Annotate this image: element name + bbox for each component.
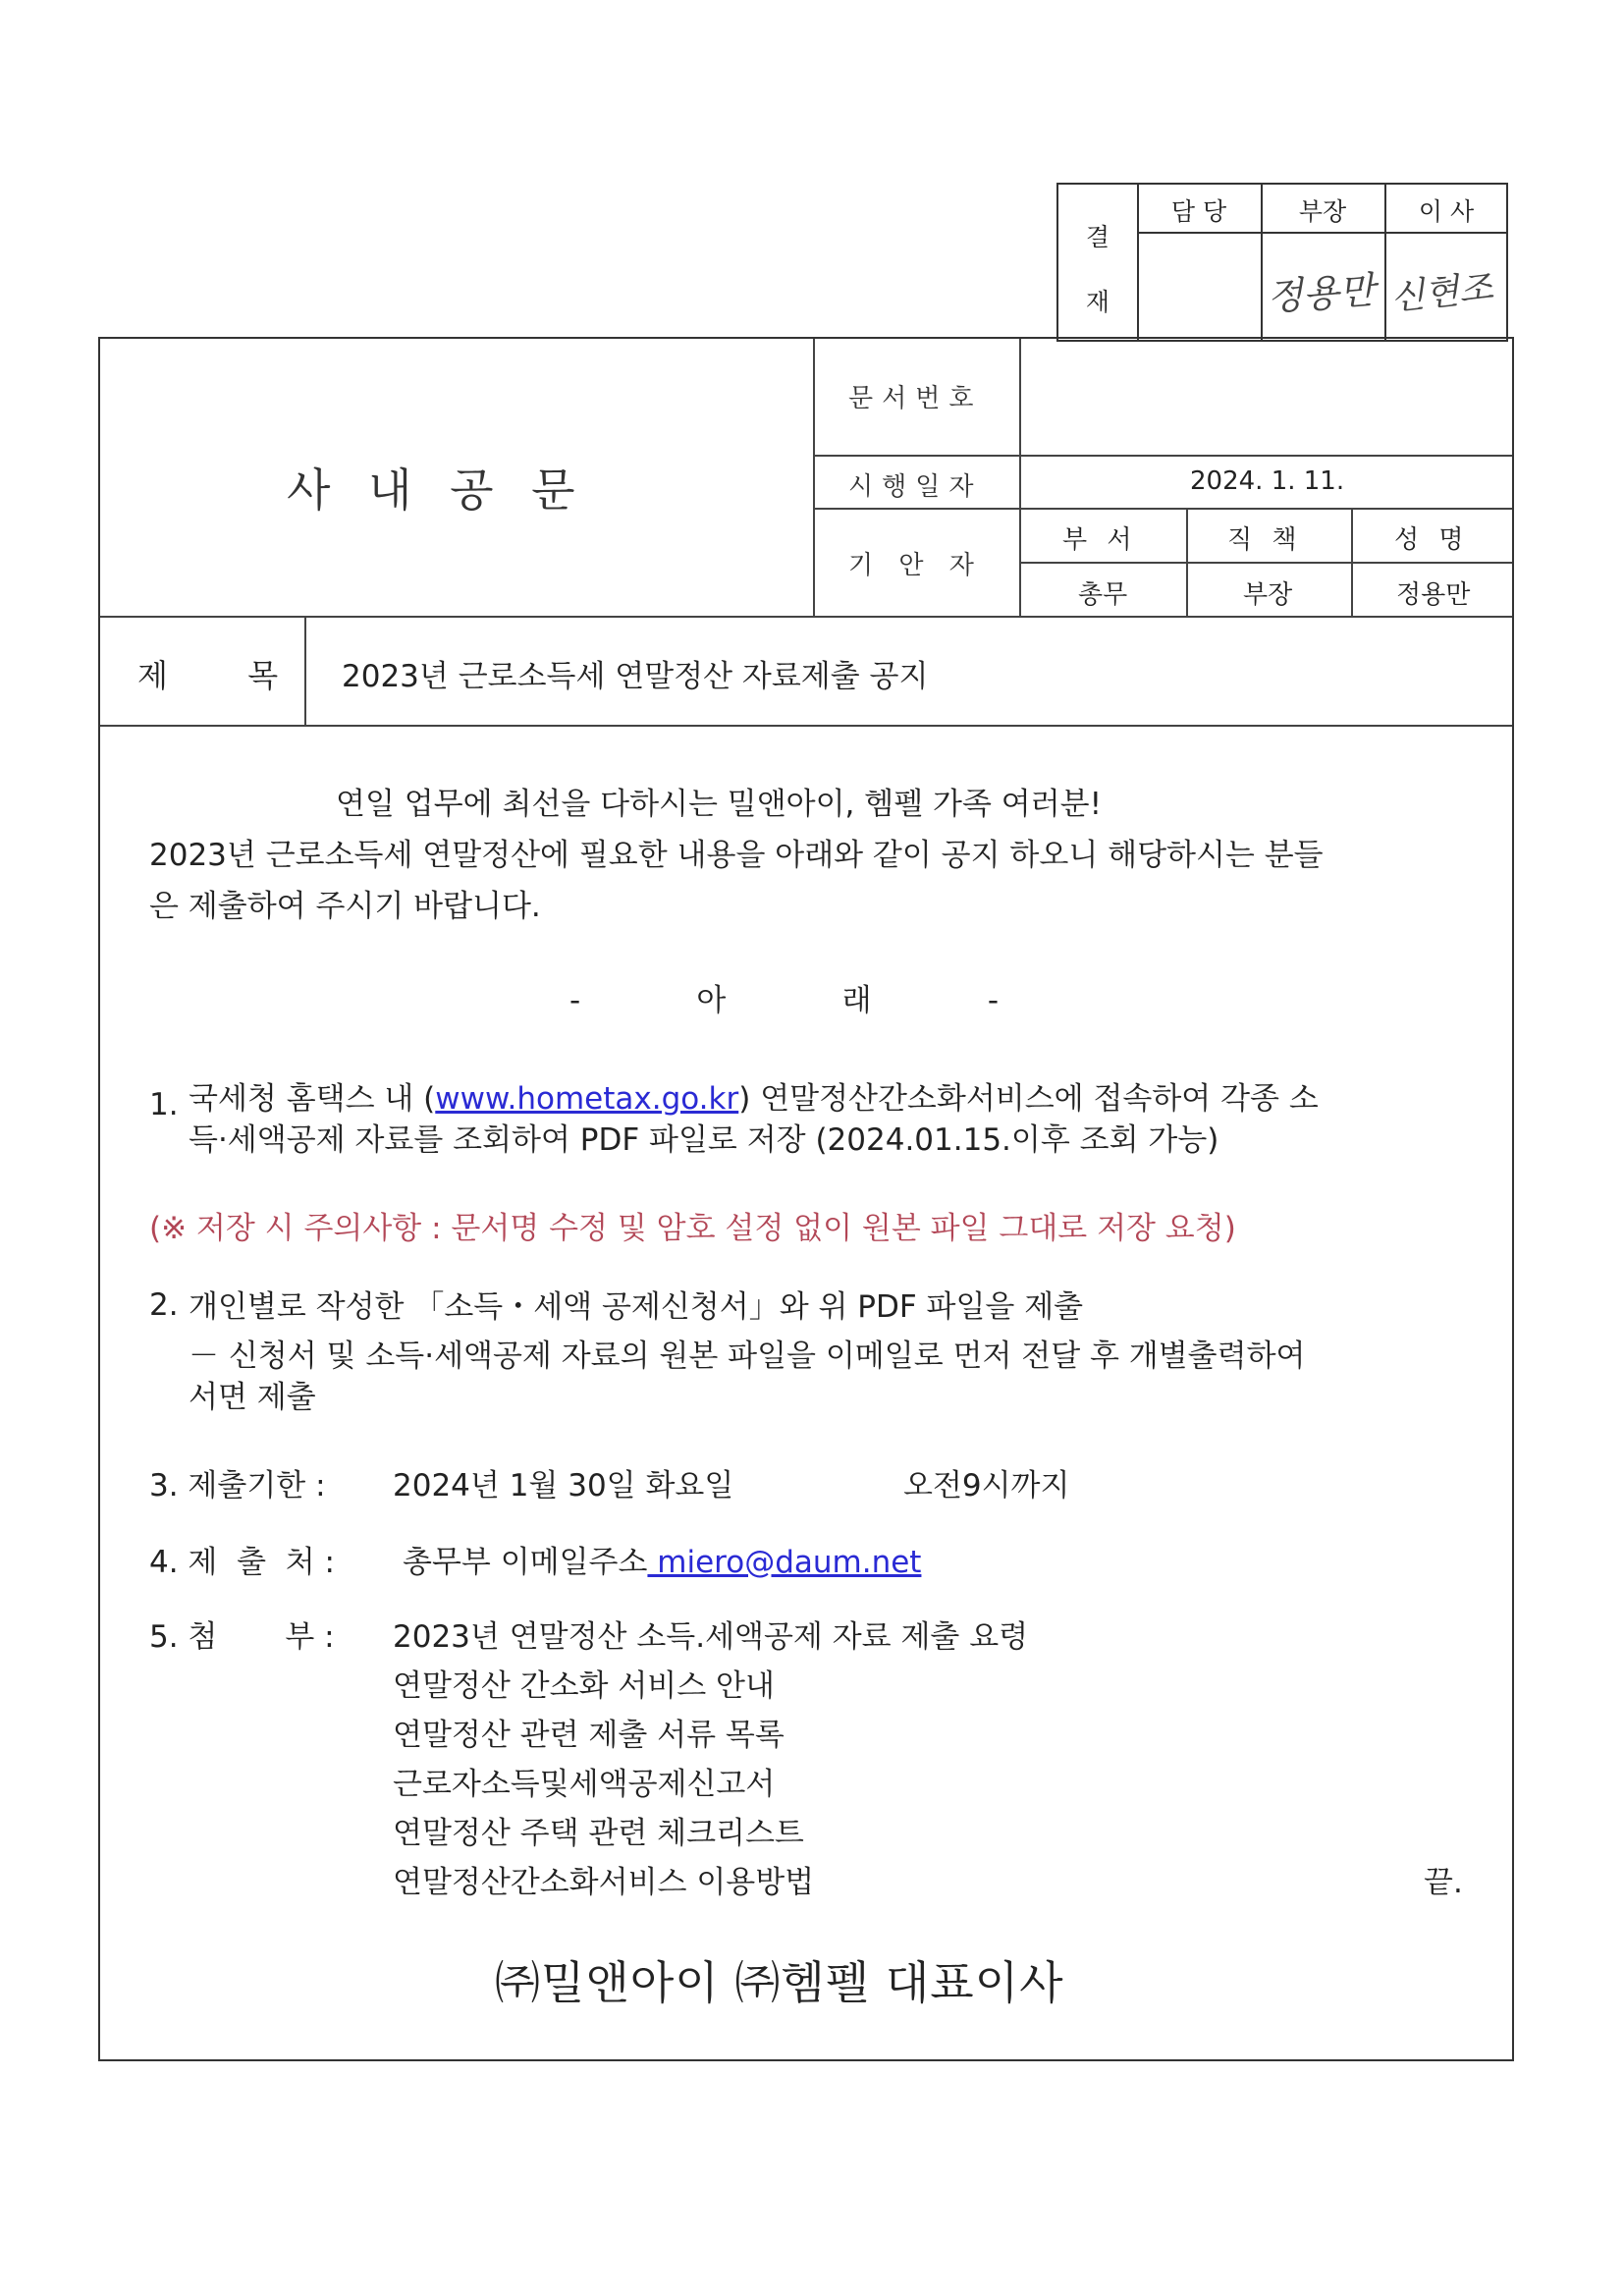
approval-box [1056, 183, 1508, 342]
attachment-item: 연말정산 간소화 서비스 안내 [393, 1668, 775, 1704]
attachment-item: 근로자소득및세액공제신고서 [393, 1767, 776, 1802]
drafter-label: 기 안 자 [848, 551, 983, 580]
subject-label: 제 목 [137, 657, 279, 694]
attachment-item: 2023년 연말정산 소득.세액공제 자료 제출 요령 [393, 1619, 1029, 1655]
item1-number: 1. [149, 1087, 179, 1122]
approval-label-bottom: 재 [1085, 288, 1110, 316]
item5-label: 5. 첨 부 : [149, 1619, 335, 1655]
item1-pre: 국세청 홈택스 내 ( [189, 1081, 436, 1117]
item1-post: ) 연말정산간소화서비스에 접속하여 각종 소 [738, 1081, 1319, 1117]
item4-label: 4. 제 출 처 : [149, 1545, 335, 1580]
signature-manager: 정용만 [1265, 268, 1377, 319]
item2-number: 2. [149, 1287, 179, 1323]
item2-line1: 개인별로 작성한 「소득・세액 공제신청서」와 위 PDF 파일을 제출 [189, 1289, 1084, 1325]
email-link[interactable]: miero@daum.net [647, 1545, 922, 1580]
deadline-date: 2024년 1월 30일 화요일 [393, 1468, 734, 1503]
page-title: 사 내 공 문 [287, 464, 587, 517]
approval-col-manager: 부장 [1298, 197, 1347, 226]
issue-date-value: 2024. 1. 11. [1190, 466, 1345, 496]
hometax-link[interactable]: www.hometax.go.kr [435, 1081, 739, 1117]
attachment-item: 연말정산 주택 관련 체크리스트 [393, 1816, 804, 1851]
company-signature: ㈜밀앤아이 ㈜헴펠 대표이사 [495, 1956, 1064, 2009]
approval-col-staff: 담 당 [1170, 197, 1227, 226]
end-mark: 끝. [1424, 1865, 1463, 1900]
name-label: 성 명 [1394, 525, 1470, 555]
document-frame [98, 337, 1514, 2061]
item1-line1 [189, 1073, 1319, 1118]
approval-col-director: 이 사 [1418, 197, 1475, 226]
signature-director: 신현조 [1388, 267, 1495, 319]
item2-line3: 서면 제출 [189, 1380, 316, 1415]
approval-label-top: 결 [1085, 223, 1110, 251]
item1-line2: 득·세액공제 자료를 조회하여 PDF 파일로 저장 (2024.01.15.이후 조회 가능) [189, 1122, 1219, 1158]
item2-line2: － 신청서 및 소득·세액공제 자료의 원본 파일을 이메일로 먼저 전달 후 개별출력하여 [189, 1339, 1306, 1374]
intro-line-1: 2023년 근로소득세 연말정산에 필요한 내용을 아래와 같이 공지 하오니 해당하시는 분들 [149, 838, 1324, 873]
greeting: 연일 업무에 최선을 다하시는 밀앤아이, 헴펠 가족 여러분! [336, 787, 1103, 822]
dept-value: 총무 [1078, 580, 1128, 610]
issue-date-label: 시행일자 [848, 472, 983, 502]
item3-label: 3. 제출기한 : [149, 1468, 326, 1503]
submit-to [403, 1537, 921, 1581]
deadline-time: 오전9시까지 [903, 1468, 1070, 1503]
position-value: 부장 [1243, 580, 1293, 610]
attachment-item: 연말정산 관련 제출 서류 목록 [393, 1718, 785, 1753]
submit-to-text: 총무부 이메일주소 [403, 1545, 648, 1580]
intro-line-2: 은 제출하여 주시기 바랍니다. [149, 889, 541, 924]
subject-value: 2023년 근로소득세 연말정산 자료제출 공지 [342, 659, 929, 694]
doc-number-label: 문서번호 [848, 384, 983, 413]
dept-label: 부 서 [1062, 525, 1138, 555]
position-label: 직 책 [1227, 525, 1303, 555]
notice-heading: - 아 래 - [569, 983, 1000, 1018]
attachment-item: 연말정산간소화서비스 이용방법 [393, 1865, 815, 1900]
caution-note: (※ 저장 시 주의사항 : 문서명 수정 및 암호 설정 없이 원본 파일 그대로 저장 요청) [149, 1211, 1236, 1246]
name-value: 정용만 [1396, 580, 1471, 610]
